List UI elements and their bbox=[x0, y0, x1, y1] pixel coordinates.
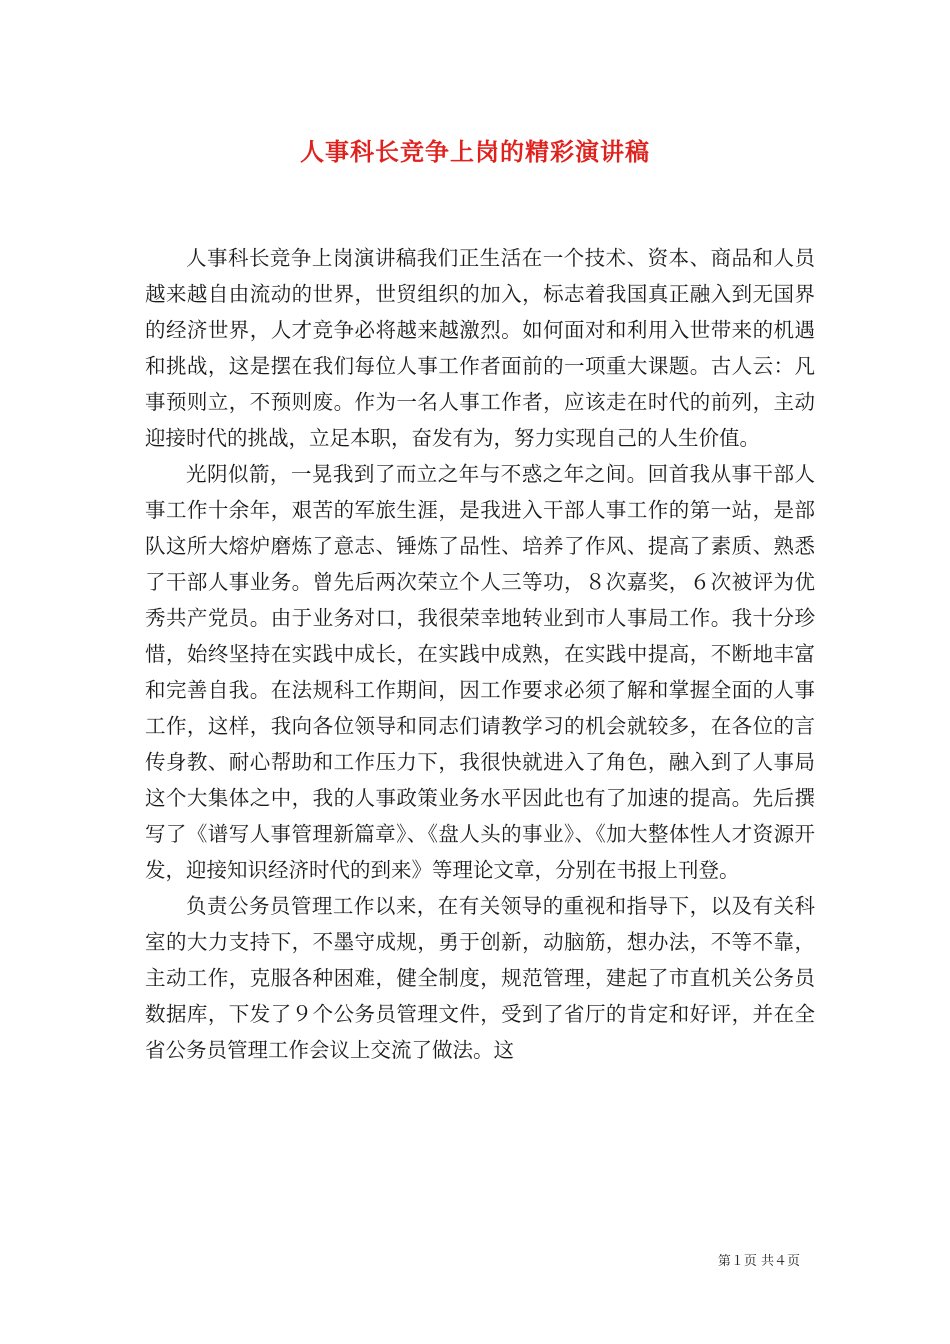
document-body bbox=[145, 240, 815, 1068]
paragraph-3: 负责公务员管理工作以来，在有关领导的重视和指导下，以及有关科室的大力支持下，不墨守成规，勇于创新，动脑筋，想办法，不等不靠，主动工作，克服各种困难，健全制度，规范管理，建起了市直机关公务员数据库，下发了９个公务员管理文件，受到了省厅的肯定和好评，并在全省公务员管理工作会议上交流了做法。这 bbox=[145, 894, 815, 1062]
paragraph-1: 人事科长竞争上岗演讲稿我们正生活在一个技术、资本、商品和人员越来越自由流动的世界，世贸组织的加入，标志着我国真正融入到无国界的经济世界，人才竞争必将越来越激烈。如何面对和利用入世带来的机遇和挑战，这是摆在我们每位人事工作者面前的一项重大课题。古人云：凡事预则立，不预则废。作为一名人事工作者，应该走在时代的前列，主动迎接时代的挑战，立足本职，奋发有为，努力实现自己的人生价值。 bbox=[145, 246, 815, 450]
document-title: 人事科长竞争上岗的精彩演讲稿 bbox=[300, 137, 650, 166]
page-number-footer: 第１页 共４页 bbox=[717, 1254, 800, 1269]
paragraph-2: 光阴似箭，一晃我到了而立之年与不惑之年之间。回首我从事干部人事工作十余年，艰苦的军旅生涯，是我进入干部人事工作的第一站，是部队这所大熔炉磨炼了意志、锤炼了品性、培养了作风、提高了素质、熟悉了干部人事业务。曾先后两次荣立个人三等功，８次嘉奖，６次被评为优秀共产党员。由于业务对口，我很荣幸地转业到市人事局工作。我十分珍惜，始终坚持在实践中成长，在实践中成熟，在实践中提高，不断地丰富和完善自我。在法规科工作期间，因工作要求必须了解和掌握全面的人事工作，这样，我向各位领导和同志们请教学习的机会就较多，在各位的言传身教、耐心帮助和工作压力下，我很快就进入了角色，融入到了人事局这个大集体之中，我的人事政策业务水平因此也有了加速的提高。先后撰写了《谱写人事管理新篇章》、《盘人头的事业》、《加大整体性人才资源开发，迎接知识经济时代的到来》等理论文章，分别在书报上刊登。 bbox=[145, 462, 815, 882]
